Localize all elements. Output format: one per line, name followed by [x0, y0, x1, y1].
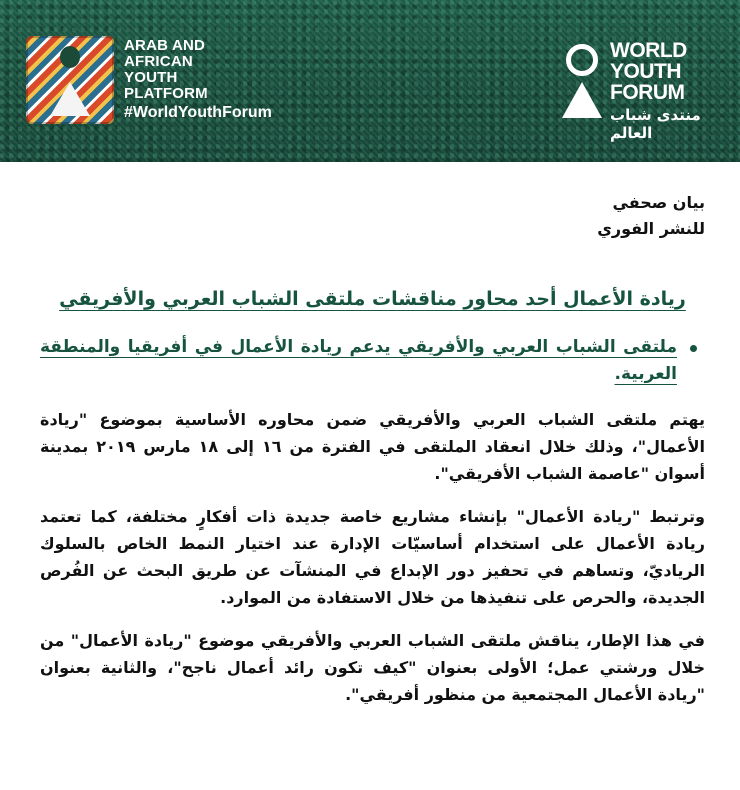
wyf-symbol-icon [560, 44, 604, 120]
body-paragraph: وترتبط "ريادة الأعمال" بإنشاء مشاريع خاصة جديدة ذات أفكارٍ مختلفة، كما تعتمد ريادة الأعمال على استخدام أساسيّات الإدارة عند اختيار النمط الخاص بالسلوك الرياديّ، وتساهم في تحفيز دور الإبداع في المنشآت عن طريق البحث عن الفُرص الجديدة، والحرص على تنفيذها من خلال الاستفادة من الموارد. [40, 507, 705, 607]
aayp-wordmark [124, 38, 324, 121]
wyf-line: WORLD [610, 39, 687, 62]
wyf-line: FORUM [610, 81, 685, 104]
immediate-release-label: للنشر الفوري [597, 219, 705, 238]
aayp-line: PLATFORM [124, 85, 208, 102]
wyf-line: YOUTH [610, 60, 681, 83]
headline: ريادة الأعمال أحد محاور مناقشات ملتقى الشباب العربي والأفريقي [59, 288, 686, 310]
aayp-tapestry-logo [26, 36, 114, 124]
hashtag: #WorldYouthForum [124, 104, 272, 121]
bullet-text: ملتقى الشباب العربي والأفريقي يدعم ريادة الأعمال في أفريقيا والمنطقة العربية. [40, 337, 677, 384]
wyf-triangle [562, 82, 602, 118]
wyf-wordmark [610, 40, 720, 103]
logo-triangle [50, 82, 90, 116]
press-release-label: بيان صحفي [612, 193, 705, 212]
press-release-body [40, 190, 705, 724]
logo-circle-cutout [60, 46, 80, 68]
aayp-line: ARAB AND [124, 37, 206, 54]
body-paragraph: في هذا الإطار، يناقش ملتقى الشباب العربي والأفريقي موضوع "ريادة الأعمال" من خلال ورشتي عمل؛ الأولى بعنوان "كيف تكون رائد أعمال ناجح"، والثانية بعنوان "ريادة الأعمال المجتمعية من منظور أفريقي". [40, 631, 705, 704]
wyf-arabic-name: منتدى شباب العالم [610, 106, 701, 142]
header-banner [0, 0, 740, 162]
aayp-line: YOUTH [124, 69, 178, 86]
body-paragraph: يهتم ملتقى الشباب العربي والأفريقي ضمن محاوره الأساسية بموضوع "ريادة الأعمال"، وذلك خلال انعقاد الملتقى في الفترة من ١٦ إلى ١٨ مارس ٢٠١٩ بمدينة أسوان "عاصمة الشباب الأفريقي". [40, 410, 706, 483]
summary-bullet [40, 334, 705, 388]
wyf-circle [566, 44, 598, 76]
aayp-line: AFRICAN [124, 53, 193, 70]
world-youth-forum-logo [560, 39, 720, 142]
bullet-dot-icon [690, 345, 697, 352]
